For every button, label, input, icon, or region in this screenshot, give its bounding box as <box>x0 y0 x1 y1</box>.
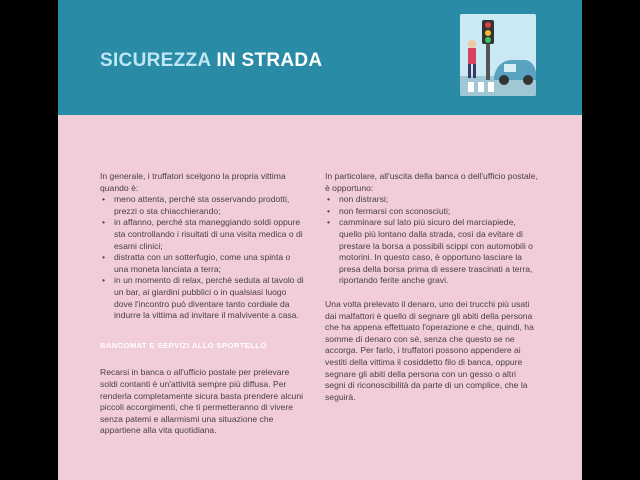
list-item: • meno attenta, perché sta osservando prodotti, prezzi o sta chiacchierando; <box>114 194 306 217</box>
list-item: • in affanno, perché sta maneggiando soldi oppure sta controllando i risultati di una visita medica o di esami clinici; <box>114 217 306 252</box>
right-body: Una volta prelevato il denaro, uno dei trucchi più usati dai malfattori è quello di segnare gli abiti della persona che ha appena effettuato l'operazione e che, quindi, ha somme di denaro con sé, senza che questo se ne accorga. Per farlo, i truffatori possono appendere ai vestiti della vittima il cosiddetto filo di banca, oppure segnare gli abiti della persona con un gesso o altri segni di riconoscibilità da parte di un complice, che la seguirà. <box>325 298 534 402</box>
list-item: • non distrarsi; <box>339 194 539 206</box>
page-title <box>100 50 322 72</box>
title-part-2: IN STRADA <box>216 50 323 71</box>
right-list <box>325 194 539 287</box>
paragraph-gap <box>325 287 539 299</box>
right-column <box>325 171 539 403</box>
left-intro: In generale, i truffatori scelgono la propria vittima quando è: <box>100 171 286 193</box>
left-column <box>100 171 306 437</box>
list-item: • in un momento di relax, perché seduta al tavolo di un bar, ai giardini pubblici o in qualsiasi luogo dove l'incontro può diventare tanto cordiale da indurre la vittima ad invitare il malvivente a casa. <box>114 275 306 321</box>
left-body: Recarsi in banca o all'ufficio postale per prelevare soldi contanti è un'attività sempre più diffusa. Per renderla completamente sicura basta prendere alcuni piccoli accorgimenti, che ti permetteranno di vivere senza patemi e allarmismi una situazione che appartiene alla vita quotidiana. <box>100 367 304 436</box>
left-list <box>100 194 306 322</box>
title-part-1: SICUREZZA <box>100 50 211 71</box>
list-item: • non fermarsi con sconosciuti; <box>339 206 539 218</box>
section-subheading: BANCOMAT E SERVIZI ALLO SPORTELLO <box>100 340 267 350</box>
brochure-page <box>58 0 582 480</box>
list-item: • camminare sul lato più sicuro del marciapiede, quello più lontano dalla strada, così da evitare di prestare la borsa a possibili scippi con automobili o motorini. In questo caso, è opportuno lasciare la presa della borsa prima di essere trascinati a terra, riportando ferite anche gravi. <box>339 217 539 287</box>
right-intro: In particolare, all'uscita della banca o dell'ufficio postale, è opportuno: <box>325 171 538 193</box>
list-item: • distratta con un sotterfugio, come una spinta o una moneta lanciata a terra; <box>114 252 306 275</box>
street-safety-illustration-icon <box>460 14 536 96</box>
